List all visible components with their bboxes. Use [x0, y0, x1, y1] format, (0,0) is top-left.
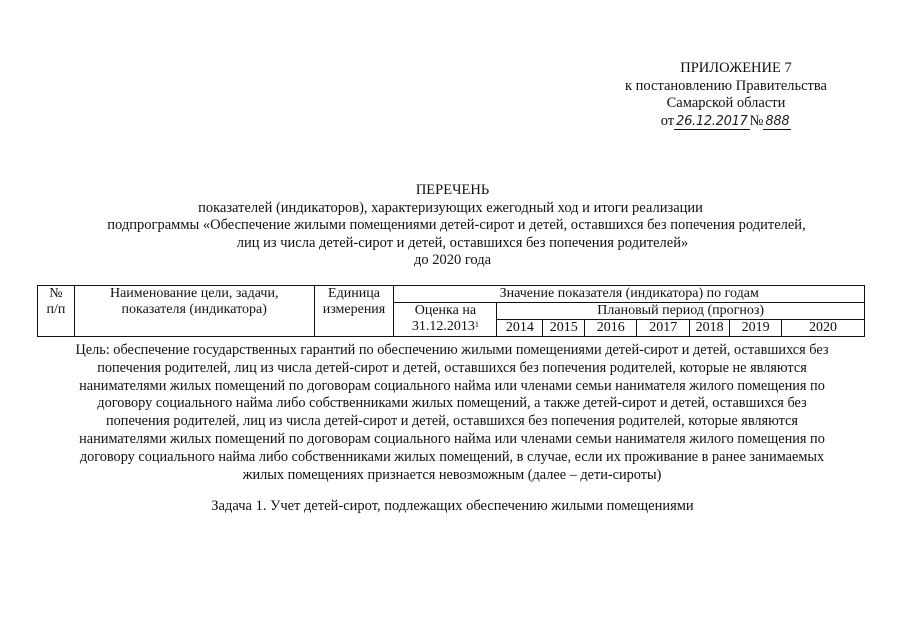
year-cell: 2017 — [637, 320, 690, 337]
year-cell: 2014 — [497, 320, 543, 337]
from-prefix: от — [660, 112, 675, 129]
title-line-2: подпрограммы «Обеспечение жилыми помещениями детей-сирот и детей, оставшихся без попечения родителей, — [107, 217, 806, 233]
table-header-row-1 — [38, 286, 865, 303]
handwritten-number: 888 — [765, 113, 790, 129]
indicators-table — [37, 285, 865, 337]
year-cell: 2020 — [782, 320, 865, 337]
year-cell: 2019 — [730, 320, 782, 337]
number-prefix: № — [749, 112, 764, 129]
year-cell: 2018 — [690, 320, 730, 337]
goal-text: Цель: обеспечение государственных гарантий по обеспечению жилыми помещениями детей-сирот и детей, оставшихся без попечения родителей, лиц из числа детей-сирот и детей, оставшихся без попечения родителей, которые не являются нанимателями жилых помещений по договорам социального найма или членами семьи нанимателя жилого помещения по договору социального найма либо собственниками жилых помещений, а также детей-сирот и детей, оставшихся без попечения родителей, лиц из числа детей-сирот и детей, оставшихся без попечения родителей, которые являются нанимателями жилых помещений по договорам социального найма или членами семьи нанимателя жилого помещения по договору социального найма либо собственниками жилых помещений, в случае, если их проживание в ранее занимаемых жилых помещениях признается невозможным (далее – дети-сироты) — [75, 342, 829, 483]
appendix-region: Самарской области — [666, 95, 786, 111]
document-title — [0, 182, 905, 270]
header-estimate: Оценка на 31.12.2013$^1$ — [394, 303, 497, 337]
appendix-number: ПРИЛОЖЕНИЕ 7 — [680, 60, 792, 76]
title-line-4: до 2020 года — [413, 252, 492, 268]
year-cell: 2015 — [543, 320, 585, 337]
header-name: Наименование цели, задачи, показателя (индикатора) — [74, 286, 314, 337]
appendix-reference: к постановлению Правительства — [625, 77, 827, 94]
appendix-header — [596, 60, 856, 130]
header-plan-period: Плановый период (прогноз) — [497, 303, 865, 320]
header-num: № п/п — [38, 286, 75, 337]
appendix-date-number — [596, 113, 856, 131]
header-unit: Единица измерения — [314, 286, 394, 337]
header-values: Значение показателя (индикатора) по годам — [394, 286, 865, 303]
year-cell: 2016 — [585, 320, 637, 337]
title-line-1: показателей (индикаторов), характеризующих ежегодный ход и итоги реализации — [198, 199, 703, 216]
task-1-heading: Задача 1. Учет детей-сирот, подлежащих обеспечению жилыми помещениями — [211, 498, 694, 514]
title-heading: ПЕРЕЧЕНЬ — [415, 182, 490, 198]
title-line-3: лиц из числа детей-сирот и детей, оставшихся без попечения родителей» — [236, 234, 689, 251]
handwritten-date: 26.12.2017 — [676, 113, 748, 129]
